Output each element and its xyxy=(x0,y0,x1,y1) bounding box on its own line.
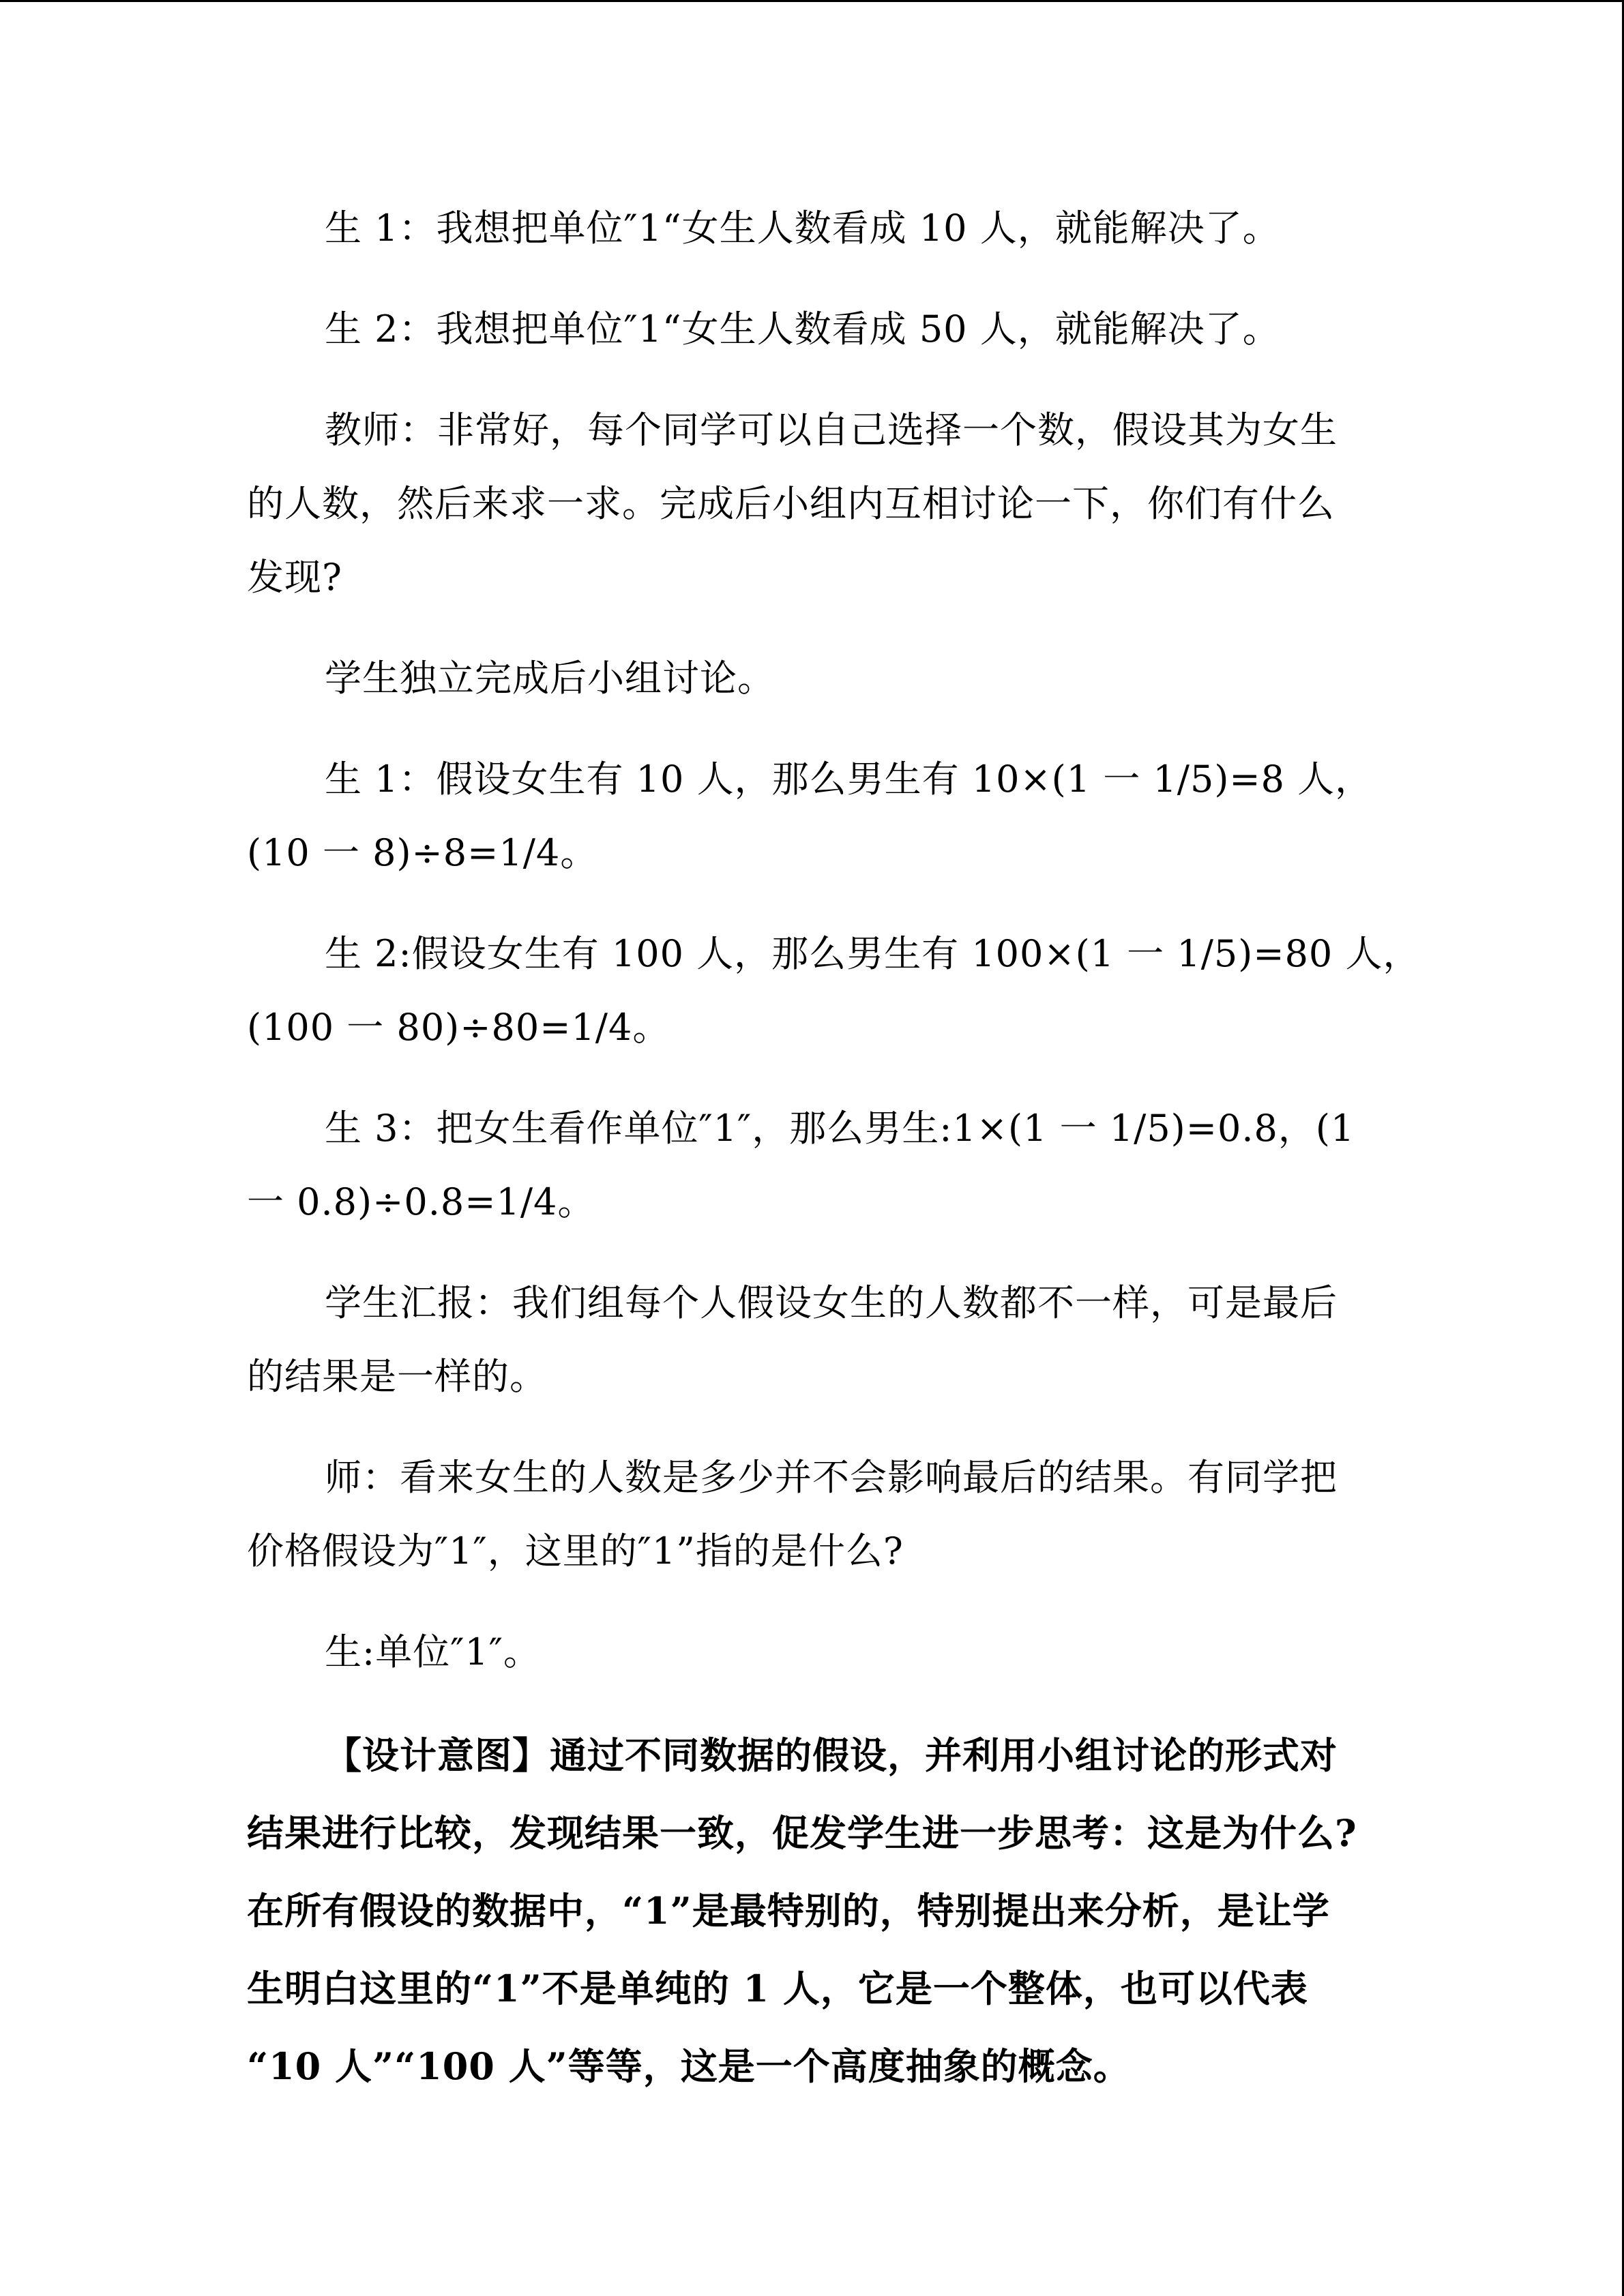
paragraph-student1-unit xyxy=(247,192,1365,265)
text-line: 生明白这里的“1”不是单纯的 1 人，它是一个整体，也可以代表 xyxy=(247,1967,1308,2010)
text-line: 发现? xyxy=(247,556,342,599)
text-line: (10 一 8)÷8=1/4。 xyxy=(247,831,598,874)
text-line: 学生汇报：我们组每个人假设女生的人数都不一样，可是最后 xyxy=(325,1281,1338,1324)
text-line: 生 1：假设女生有 10 人，那么男生有 10×(1 一 1/5)=8 人， xyxy=(325,758,1373,801)
design-intent-note xyxy=(247,1716,1365,2105)
text-line: 生 2:假设女生有 100 人，那么男生有 100×(1 一 1/5)=80 人， xyxy=(325,932,1421,975)
paragraph-student3-calculation xyxy=(247,1092,1365,1239)
text-line: 一 0.8)÷0.8=1/4。 xyxy=(247,1180,595,1223)
text-line: (100 一 80)÷80=1/4。 xyxy=(247,1006,670,1049)
text-line: 生 3：把女生看作单位″1″，那么男生:1×(1 一 1/5)=0.8，(1 xyxy=(325,1107,1355,1150)
text-line: 价格假设为″1″，这里的″1”指的是什么? xyxy=(247,1530,904,1572)
text-line xyxy=(247,1716,1365,1794)
text-line: 生:单位″1″。 xyxy=(325,1630,541,1673)
text-line: 学生独立完成后小组讨论。 xyxy=(325,657,775,700)
document-body xyxy=(247,192,1421,2105)
paragraph-student-report xyxy=(247,1266,1365,1414)
paragraph-teacher-question xyxy=(247,1441,1365,1588)
design-intent-tag: 【设计意图】 xyxy=(325,1733,550,1777)
paragraph-student2-unit xyxy=(247,293,1365,366)
paragraph-teacher-prompt xyxy=(247,393,1365,614)
text-line: 的结果是一样的。 xyxy=(247,1355,547,1398)
design-intent-text: 通过不同数据的假设，并利用小组讨论的形式对 xyxy=(550,1733,1338,1777)
text-line: 在所有假设的数据中，“1”是最特别的，特别提出来分析，是让学 xyxy=(247,1889,1330,1933)
text-line: “10 人”“100 人”等等，这是一个高度抽象的概念。 xyxy=(247,2044,1131,2088)
paragraph-student2-calculation xyxy=(247,917,1421,1064)
paragraph-student-answer xyxy=(247,1615,1365,1689)
text-line: 师：看来女生的人数是多少并不会影响最后的结果。有同学把 xyxy=(325,1456,1338,1499)
paragraph-student1-calculation xyxy=(247,743,1373,890)
text-line: 的人数，然后来求一求。完成后小组内互相讨论一下，你们有什么 xyxy=(247,482,1335,525)
text-line: 生 2：我想把单位″1“女生人数看成 50 人，就能解决了。 xyxy=(325,308,1280,351)
text-line: 教师：非常好，每个同学可以自己选择一个数，假设其为女生 xyxy=(325,408,1338,451)
text-line: 结果进行比较，发现结果一致，促发学生进一步思考：这是为什么? xyxy=(247,1811,1357,1855)
text-line: 生 1：我想把单位″1“女生人数看成 10 人，就能解决了。 xyxy=(325,207,1280,250)
paragraph-group-discussion xyxy=(247,642,1365,715)
